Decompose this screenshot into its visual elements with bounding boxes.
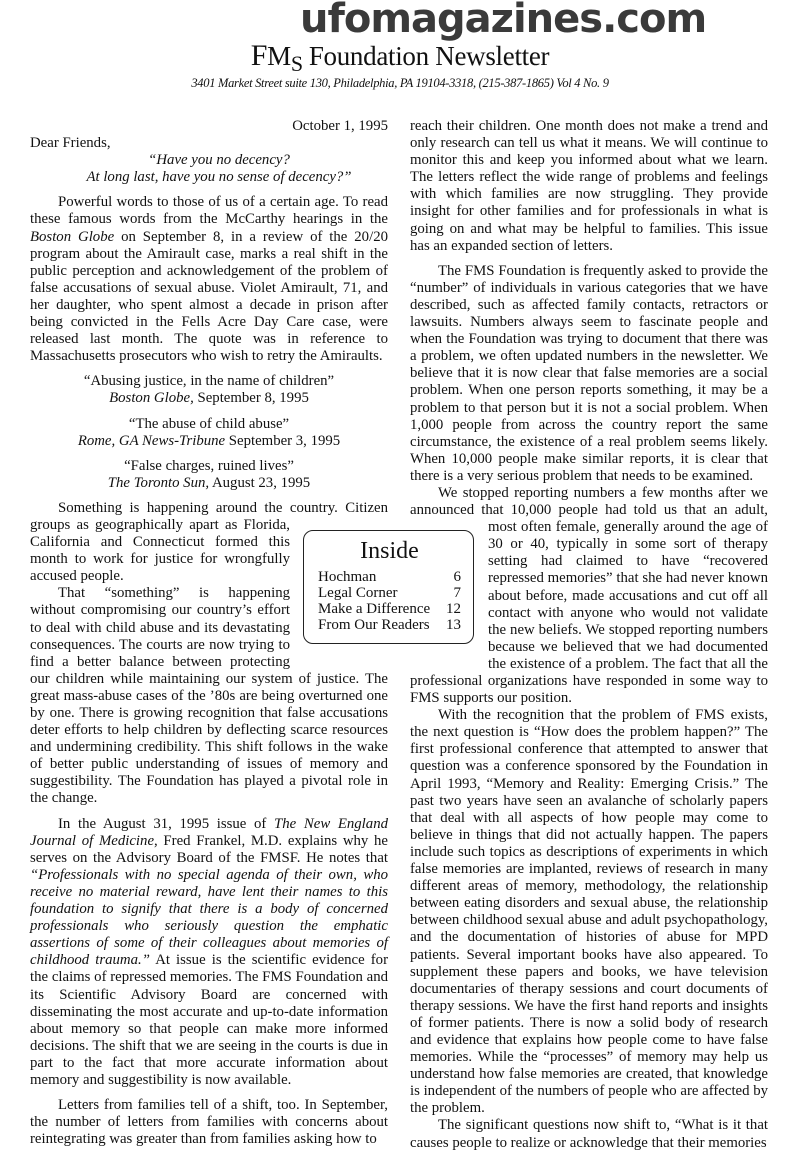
quote-line: “Have you no decency? bbox=[148, 152, 290, 169]
title-text: Foundation Newsletter bbox=[308, 41, 550, 71]
inside-title: Inside bbox=[360, 538, 419, 564]
contents-label: Hochman bbox=[318, 569, 377, 585]
salutation: Dear Friends, bbox=[30, 135, 111, 152]
text-run: With the recognition that the problem of FMS exists, the next question is “How does the problem happen?” The first professional conference that attempted to answer that question was a conference sponsored by the Foundation in April 1993, “Memory and Reality: Emerging Crisis.” The past two years have seen an avalanche of scholarly papers that deal with all aspects of how people may come to believe in things that did not actually happen. The papers include such topics as descriptions of experiments in which false memories are implanted, reviews of research in many different areas of memory, methodology, the relationship between eating disorders and sexual abuse, the relationship between childhood sexual abuse and adult psychopathology, and the documentation of histories of abuse for MPD patients. Several important books have also appeared. To supplement these papers and books, we have television documentaries of therapy sessions and court documents of therapy sessions. We have the first hand reports and insights of former patients. There is now a solid body of research and evidence that explains how people come to have false memories. While the “processes” of memory may help us understand how false memories are created, that knowledge is independent of the numbers of people who are affected by the problem. bbox=[410, 707, 769, 1117]
contents-page: 13 bbox=[446, 617, 461, 633]
headline-source: Boston Globe, bbox=[109, 390, 194, 407]
italic-text-run: “Professionals with no special agenda of their own, who receive no material reward, have lent their names to this foundation to signify that there is a body of concerned professionals who seriously question the emphatic assertions of some of their colleagues about memories of childhood trauma.” bbox=[30, 866, 388, 969]
paragraph bbox=[30, 816, 388, 1090]
contents-page: 7 bbox=[453, 585, 461, 601]
headline-citation bbox=[30, 416, 388, 450]
headline-text: “False charges, ruined lives” bbox=[124, 457, 294, 474]
text-run: The significant questions now shift to, “What is it that causes people to realize or acknowledge that their memories bbox=[410, 1117, 768, 1151]
contents-item[interactable] bbox=[318, 617, 461, 633]
text-run: on September 8, in a review of the 20/20 program about the Amirault case, marks a real shift in the public perception and acknowledgement of the problem of false accusations of sexual abuse. Violet Amirault, 71, and her daughter, who spent almost a decade in prison after being convicted in the Fells Acre Day Care case, were released last month. The quote was in reference to Massachusetts prosecutors who wish to retry the Amiraults. bbox=[30, 228, 388, 365]
inside-contents-box bbox=[303, 530, 474, 644]
contents-label: Legal Corner bbox=[318, 585, 398, 601]
text-run: , Fred Frankel, M.D. explains why he serves on the Advisory Board of the FMSF. He notes that bbox=[30, 832, 388, 866]
headline-text: “The abuse of child abuse” bbox=[128, 415, 290, 432]
contents-item[interactable] bbox=[318, 601, 461, 617]
text-run: Something is happening around the country. Citizen groups as geographically apart as Florida, California and Connecticut formed this month to work for justice for wrongfully accused people. bbox=[30, 499, 388, 585]
title-logo-m: M bbox=[267, 41, 291, 71]
letter-date: October 1, 1995 bbox=[292, 118, 388, 134]
text-run: We stopped reporting numbers a few months after we announced that 10,000 people had told us that an adult, most often female, generally around the age of 30 or 40, typically in some sort of therapy setting had claimed to have “recovered repressed memories” that she had never known about before, made accusations and cut off all contact with anyone who would not validate the new beliefs. We stopped reporting numbers because we believed that we had documented the existence of a problem. The fact that all the professional organizations have responded in some way to FMS supports our position. bbox=[410, 484, 768, 707]
paragraph bbox=[30, 1097, 388, 1148]
quote-line: At long last, have you no sense of decency?” bbox=[86, 169, 352, 186]
text-run: That “something” is happening without compromising our country’s effort to deal with child abuse and its devastating consequences. The courts are now trying to find a better balance between protecting our children while maintaining our system of justice. The great mass-abuse cases of the ’80s are being overturned one by one. There is growing recognition that false accusations deter efforts to help children by deflecting scarce resources and undermining credibility. This shift follows in the wake of better public understanding of issues of memory and suggestibility. The Foundation has played a pivotal role in the change. bbox=[30, 585, 388, 807]
contents-page: 6 bbox=[453, 569, 461, 585]
text-run: At issue is the scientific evidence for the claims of repressed memories. The FMS Foundation and its Scientific Advisory Board are concerned with disseminating the most accurate and up-to-date information about memory so that people can make more informed decisions. The shift that we are seeing in the courts is due in part to the fact that more accurate information about memory and suggestibility is now available. bbox=[30, 952, 388, 1088]
masthead bbox=[0, 40, 800, 91]
paragraph bbox=[410, 263, 768, 485]
text-run: In the August 31, 1995 issue of bbox=[58, 815, 275, 832]
text-run: Letters from families tell of a shift, too. In September, the number of letters from families with concerns about reintegrating was greater than from families asking how to bbox=[30, 1097, 388, 1148]
contents-label: Make a Difference bbox=[318, 601, 431, 617]
headline-source: The Toronto Sun, bbox=[107, 474, 210, 491]
title-logo-s: S bbox=[290, 51, 303, 76]
paragraph bbox=[30, 194, 388, 365]
headline-date: September 8, 1995 bbox=[193, 390, 309, 407]
headline-text: “Abusing justice, in the name of children” bbox=[83, 373, 335, 390]
contents-label: From Our Readers bbox=[318, 617, 430, 633]
italic-text-run: The New England Journal of Medicine bbox=[30, 815, 388, 849]
address-line: 3401 Market Street suite 130, Philadelphia, PA 19104-3318, (215-387-1865) Vol 4 No. 9 bbox=[191, 76, 609, 90]
italic-text-run: Boston Globe bbox=[30, 228, 115, 245]
headline-date: August 23, 1995 bbox=[209, 474, 311, 491]
text-run: The FMS Foundation is frequently asked to provide the “number” of individuals in various categories that we have described, such as affected family contacts, retractors or lawsuits. Numbers always seem to fascinate people and when the Foundation was trying to document that there was a problem, we often updated numbers in the newsletter. We believe that it is now clear that false memories are a social problem. When one person reports something, it may be a problem to that person but it is not a social problem. When 1,000 people from across the country report the same circumstance, the existence of a real problem seems likely. When 10,000 people make similar reports, it is clear that there is a very serious problem that needs to be examined. bbox=[410, 262, 768, 484]
headline-citation bbox=[30, 373, 388, 407]
newsletter-title bbox=[0, 40, 800, 74]
text-run: reach their children. One month does not make a trend and only research can tell us what it means. We will continue to monitor this and keep you informed about what we learn. The letters reflect the wide range of problems and feelings with which families are now struggling. They provide insight for other families and for professionals in what is going on and what may be helpful to families. This issue has an expanded section of letters. bbox=[410, 118, 768, 254]
text-run: Powerful words to those of us of a certain age. To read these famous words from the McCarthy hearings in the bbox=[30, 194, 388, 228]
paragraph bbox=[410, 707, 768, 1117]
paragraph bbox=[410, 1117, 768, 1151]
watermark: ufomagazines.com bbox=[300, 0, 707, 42]
title-logo-f: F bbox=[250, 39, 268, 72]
contents-item[interactable] bbox=[318, 585, 461, 601]
contents-page: 12 bbox=[446, 601, 461, 617]
paragraph bbox=[410, 118, 768, 255]
contents-item[interactable] bbox=[318, 569, 461, 585]
headline-citation bbox=[30, 458, 388, 492]
headline-date: September 3, 1995 bbox=[225, 432, 341, 449]
headline-source: Rome, GA News-Tribune bbox=[77, 432, 226, 449]
